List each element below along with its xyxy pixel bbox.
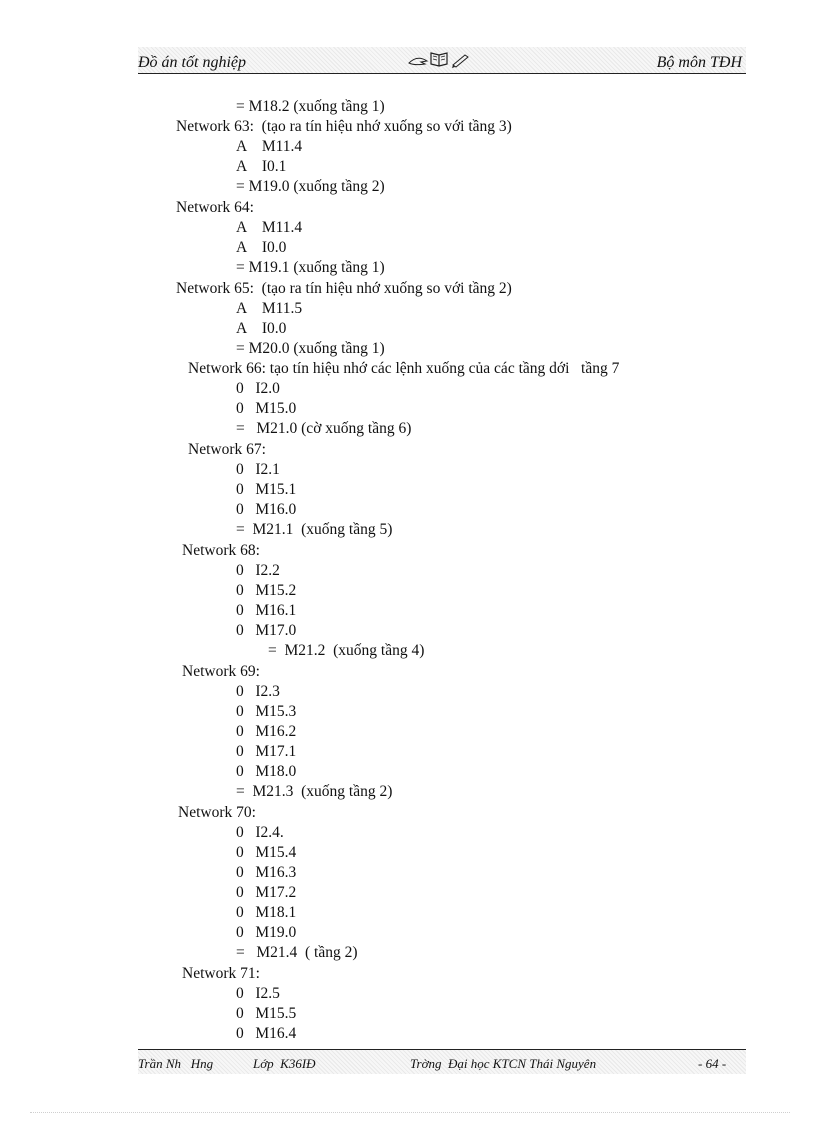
footer-page-number: - 64 - (698, 1056, 727, 1071)
footer-school: Trờng Đại học KTCN Thái Nguyên (410, 1056, 597, 1071)
code-line: 0 M18.1 (236, 904, 297, 921)
code-line: 0 M15.3 (236, 703, 297, 720)
code-line: A I0.0 (236, 320, 287, 337)
code-line: 0 I2.2 (236, 562, 280, 579)
code-line: = M21.1 (xuống tầng 5) (236, 521, 393, 538)
code-line: 0 I2.0 (236, 380, 280, 397)
code-line: Network 63: (tạo ra tín hiệu nhớ xuống so với tầng 3) (176, 118, 512, 135)
code-line: 0 M17.2 (236, 884, 297, 901)
code-line: = M19.0 (xuống tầng 2) (236, 178, 385, 195)
footer-class: Lớp K36IĐ (253, 1056, 316, 1071)
code-line: = M20.0 (xuống tầng 1) (236, 340, 385, 357)
code-line: = M21.0 (cờ xuống tầng 6) (236, 420, 412, 437)
code-line: Network 64: (176, 199, 254, 216)
header-title: Đồ án tốt nghiệp (138, 54, 246, 71)
code-line: A M11.4 (236, 219, 303, 236)
code-line: A M11.5 (236, 300, 303, 317)
code-line: A I0.0 (236, 239, 287, 256)
code-line: 0 I2.3 (236, 683, 280, 700)
header-department: Bộ môn TĐH (656, 54, 742, 71)
page-bottom-divider (30, 1112, 790, 1113)
code-line: 0 M17.1 (236, 743, 297, 760)
code-line: = M18.2 (xuống tầng 1) (236, 98, 385, 115)
code-line: 0 M15.4 (236, 844, 297, 861)
code-line: 0 I2.4. (236, 824, 284, 841)
code-line: Network 70: (178, 804, 256, 821)
code-line: Network 71: (182, 965, 260, 982)
code-line: = M21.3 (xuống tầng 2) (236, 783, 393, 800)
code-line: Network 67: (188, 441, 266, 458)
code-line: 0 M15.1 (236, 481, 297, 498)
code-line: 0 M17.0 (236, 622, 297, 639)
code-line: 0 M15.5 (236, 1005, 297, 1022)
code-line: 0 I2.1 (236, 461, 280, 478)
page-footer (138, 1049, 746, 1074)
code-line: A M11.4 (236, 138, 303, 155)
code-line: 0 M15.0 (236, 400, 297, 417)
code-line: 0 M19.0 (236, 924, 297, 941)
code-line: 0 M18.0 (236, 763, 297, 780)
code-line: = M21.4 ( tầng 2) (236, 944, 358, 961)
code-line: 0 M16.4 (236, 1025, 297, 1042)
code-line: Network 68: (182, 542, 260, 559)
code-line: 0 M16.3 (236, 864, 297, 881)
code-line: Network 66: tạo tín hiệu nhớ các lệnh xuống của các tầng dới tầng 7 (188, 360, 620, 377)
code-line: = M19.1 (xuống tầng 1) (236, 259, 385, 276)
code-line: 0 I2.5 (236, 985, 280, 1002)
code-line: 0 M15.2 (236, 582, 297, 599)
code-line: 0 M16.2 (236, 723, 297, 740)
code-line: Network 69: (182, 663, 260, 680)
code-line: Network 65: (tạo ra tín hiệu nhớ xuống so với tầng 2) (176, 280, 512, 297)
code-line: 0 M16.1 (236, 602, 297, 619)
code-line: 0 M16.0 (236, 501, 297, 518)
footer-author: Trần Nh Hng (138, 1056, 214, 1071)
code-line: A I0.1 (236, 158, 287, 175)
code-line: = M21.2 (xuống tầng 4) (268, 642, 425, 659)
